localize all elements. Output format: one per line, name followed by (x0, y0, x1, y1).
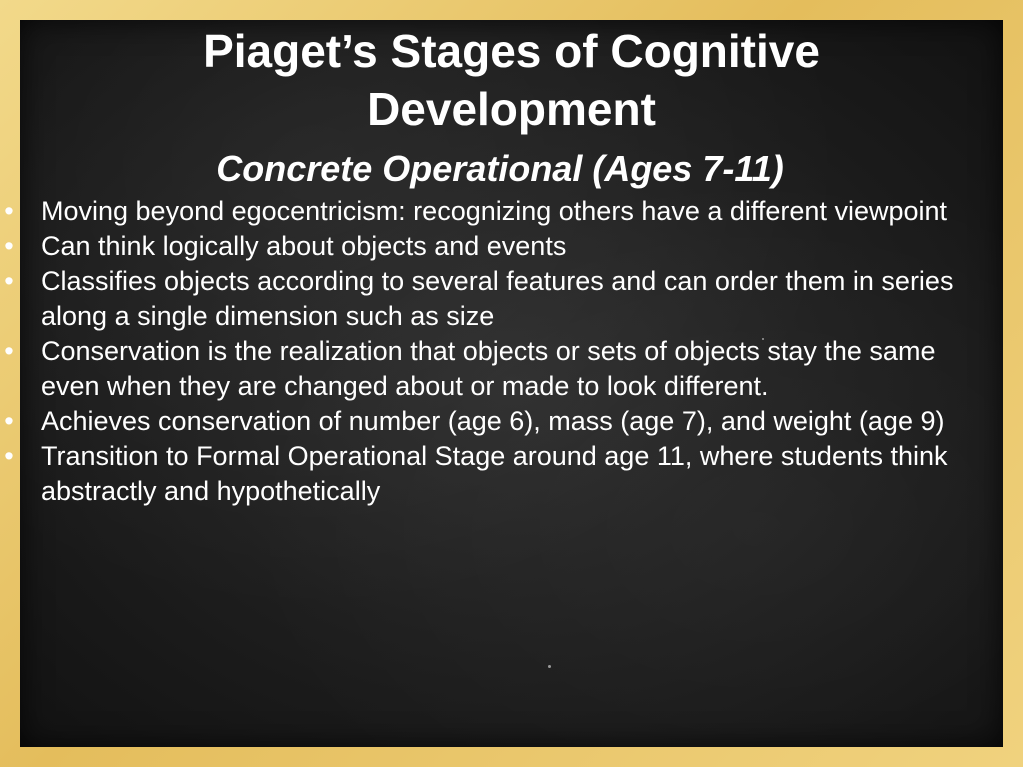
bullet-icon: • (4, 441, 14, 471)
chalk-fleck (548, 665, 551, 668)
bullet-item (4, 439, 1000, 509)
bullet-icon: • (4, 231, 14, 261)
bullet-item (4, 194, 1000, 229)
slide-title (20, 22, 1003, 138)
bullet-item (4, 404, 1000, 439)
bullet-item (4, 334, 1000, 404)
slide-subtitle: Concrete Operational (Ages 7-11) (216, 148, 784, 189)
bullet-text: Can think logically about objects and events (41, 231, 567, 261)
bullet-text: Classifies objects according to several features and can order them in series along a single dimension such as size (41, 266, 954, 331)
bullet-icon: • (4, 336, 14, 366)
slide-title-line-1: Piaget’s Stages of Cognitive (203, 25, 820, 77)
bullet-text: Moving beyond egocentricism: recognizing others have a different viewpoint (41, 196, 948, 226)
bullet-list (4, 194, 1000, 509)
bullet-item (4, 264, 1000, 334)
bullet-icon: • (4, 266, 14, 296)
bullet-icon: • (4, 406, 14, 436)
bullet-item (4, 229, 1000, 264)
chalkboard (4, 20, 1003, 747)
bullet-icon: • (4, 196, 14, 226)
bullet-text: Conservation is the realization that objects or sets of objects stay the same even when they are changed about or made to look different. (41, 336, 936, 401)
bullet-text: Transition to Formal Operational Stage around age 11, where students think abstractly and hypothetically (41, 441, 948, 506)
bullet-text: Achieves conservation of number (age 6), mass (age 7), and weight (age 9) (41, 406, 945, 436)
slide-title-line-2: Development (367, 83, 656, 135)
